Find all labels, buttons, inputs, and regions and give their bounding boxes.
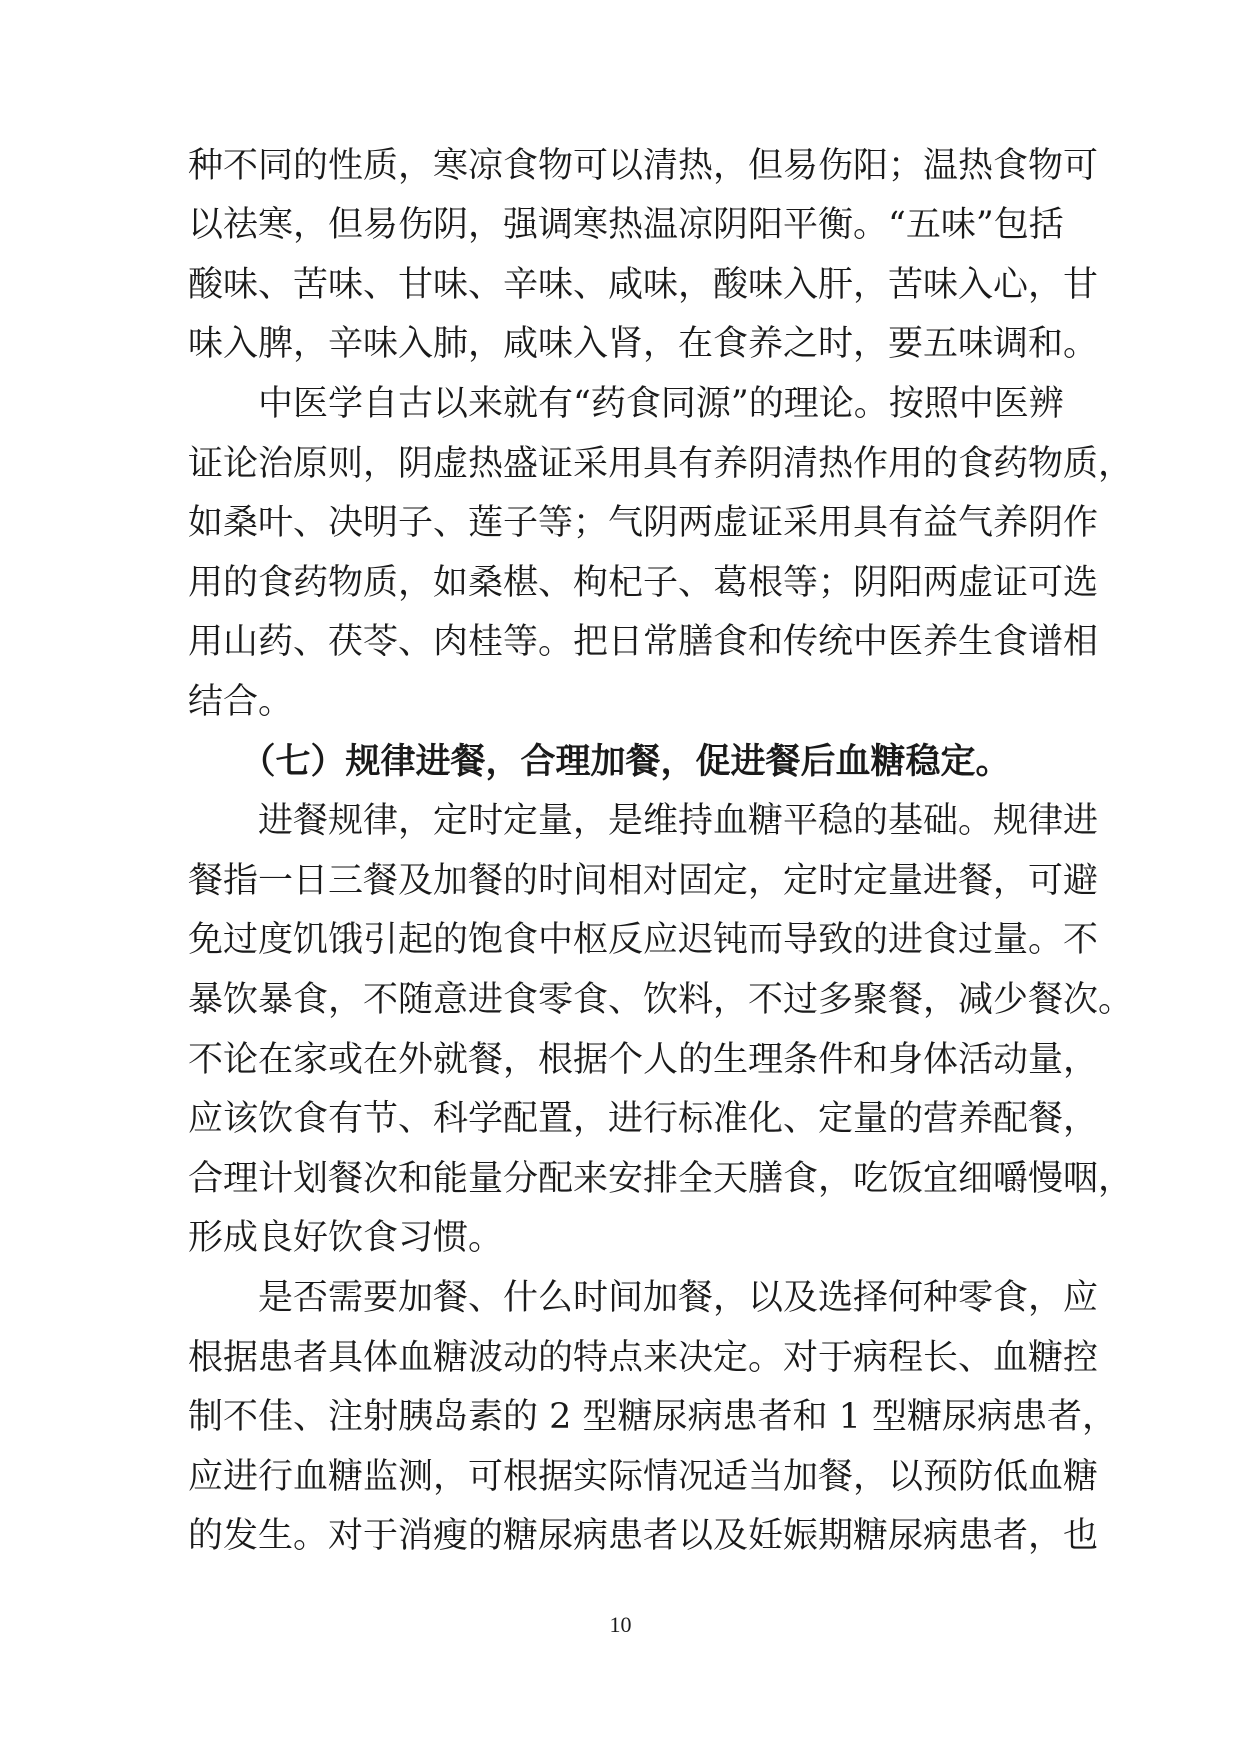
text-line: 形成良好饮食习惯。 — [188, 1218, 504, 1258]
text-line: 用的食药物质，如桑椹、枸杞子、葛根等；阴阳两虚证可选 — [188, 563, 1099, 603]
text-line: 味入脾，辛味入肺，咸味入肾，在食养之时，要五味调和。 — [188, 324, 1099, 364]
text-line: 是否需要加餐、什么时间加餐，以及选择何种零食，应 — [188, 1278, 1099, 1318]
text-line: 如桑叶、决明子、莲子等；气阴两虚证采用具有益气养阴作 — [188, 503, 1099, 543]
text-line: 的发生。对于消瘦的糖尿病患者以及妊娠期糖尿病患者，也 — [188, 1516, 1099, 1556]
text-line: 进餐规律，定时定量，是维持血糖平稳的基础。规律进 — [188, 801, 1099, 841]
text-line: 餐指一日三餐及加餐的时间相对固定，定时定量进餐，可避 — [188, 861, 1099, 901]
text-line: 暴饮暴食，不随意进食零食、饮料，不过多聚餐，减少餐次。 — [188, 980, 1134, 1020]
text-line: 以祛寒，但易伤阴，强调寒热温凉阴阳平衡。“五味”包括 — [188, 205, 1064, 245]
text-line: 种不同的性质，寒凉食物可以清热，但易伤阳；温热食物可 — [188, 146, 1099, 186]
text-line: 结合。 — [188, 682, 294, 722]
text-line: 中医学自古以来就有“药食同源”的理论。按照中医辨 — [188, 384, 1064, 424]
text-line: 合理计划餐次和能量分配来安排全天膳食，吃饭宜细嚼慢咽， — [188, 1159, 1134, 1199]
text-line: 不论在家或在外就餐，根据个人的生理条件和身体活动量， — [188, 1040, 1099, 1080]
text-line: 制不佳、注射胰岛素的 2 型糖尿病患者和 1 型糖尿病患者， — [188, 1397, 1118, 1437]
page-number: 10 — [609, 1612, 632, 1637]
text-line: 用山药、茯苓、肉桂等。把日常膳食和传统中医养生食谱相 — [188, 622, 1099, 662]
text-line: 应该饮食有节、科学配置，进行标准化、定量的营养配餐， — [188, 1099, 1099, 1139]
text-line: 酸味、苦味、甘味、辛味、咸味，酸味入肝，苦味入心，甘 — [188, 265, 1099, 305]
text-line: 应进行血糖监测，可根据实际情况适当加餐，以预防低血糖 — [188, 1457, 1099, 1497]
section-heading: （七）规律进餐，合理加餐，促进餐后血糖稳定。 — [188, 741, 1011, 782]
text-line: 根据患者具体血糖波动的特点来决定。对于病程长、血糖控 — [188, 1338, 1099, 1378]
text-line: 证论治原则，阴虚热盛证采用具有养阴清热作用的食药物质， — [188, 444, 1134, 484]
text-line: 免过度饥饿引起的饱食中枢反应迟钝而导致的进食过量。不 — [188, 920, 1099, 960]
